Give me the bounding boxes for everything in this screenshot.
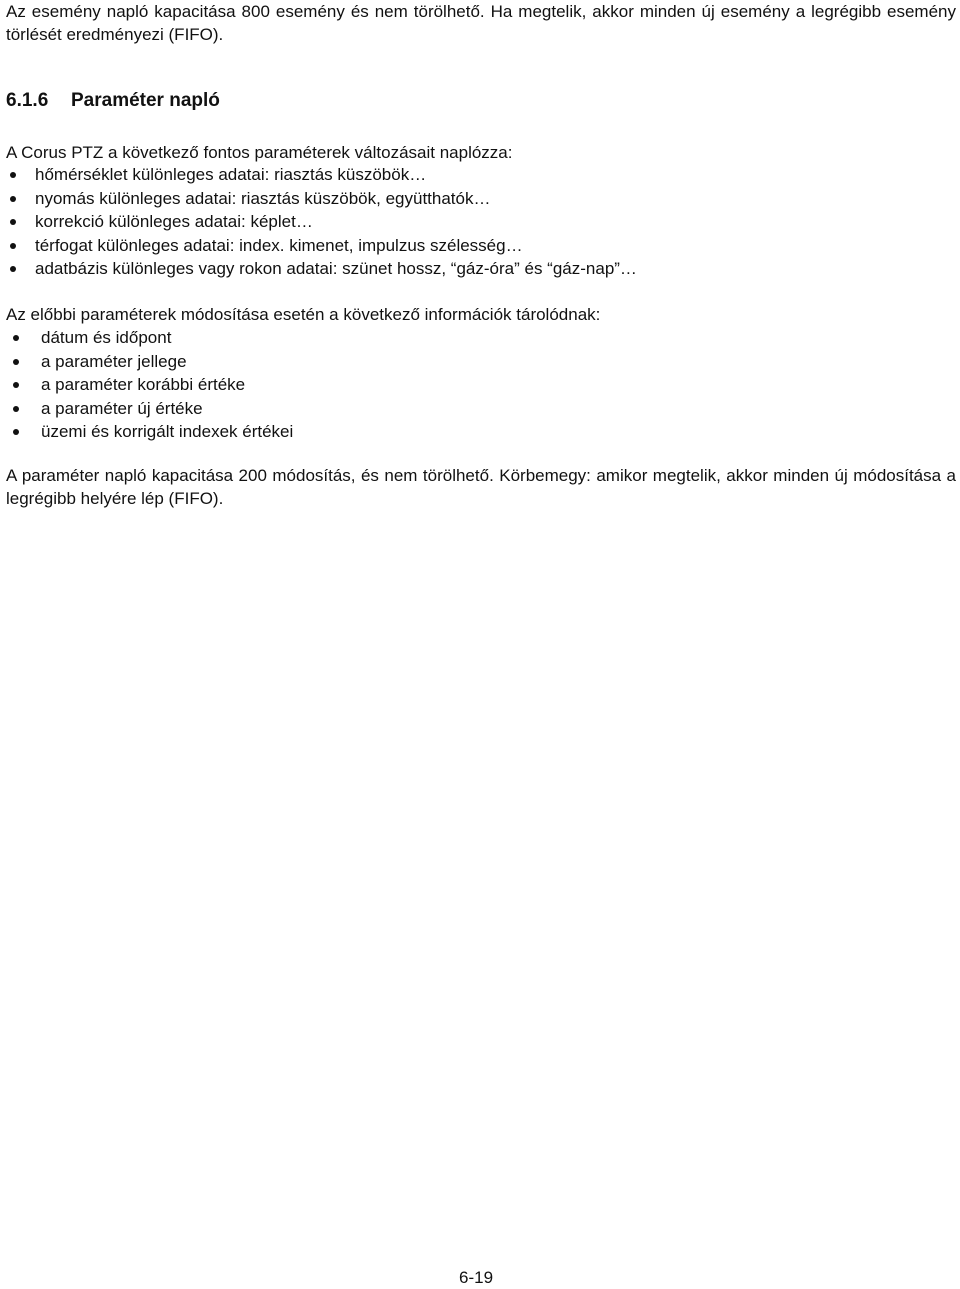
list-item-text: a paraméter korábbi értéke — [41, 375, 246, 394]
bullet-icon — [10, 172, 16, 178]
bullet-icon — [13, 429, 19, 435]
list-item-text: üzemi és korrigált indexek értékei — [41, 422, 294, 441]
list-item-text: a paraméter jellege — [41, 351, 187, 371]
params-intro-paragraph: A Corus PTZ a következő fontos paraméterek változásait naplózza: — [6, 143, 513, 162]
bullet-icon — [13, 382, 19, 388]
list-item-text: adatbázis különleges vagy rokon adatai: szünet hossz, “gáz-óra” és “gáz-nap”… — [35, 259, 637, 278]
page-number: 6-19 — [459, 1268, 494, 1287]
bullet-icon — [10, 266, 16, 272]
bullet-icon — [10, 219, 16, 225]
section-title: Paraméter napló — [71, 90, 220, 111]
list-item-text: a paraméter új értéke — [41, 398, 203, 418]
list-item-text: térfogat különleges adatai: index. kimenet, impulzus szélesség… — [35, 235, 523, 255]
section-heading — [6, 89, 956, 112]
section-number: 6.1.6 — [6, 90, 49, 111]
bullet-icon — [13, 359, 19, 365]
list-item-text: hőmérséklet különleges adatai: riasztás küszöbök… — [35, 165, 427, 184]
list-item-text: korrekció különleges adatai: képlet… — [35, 212, 313, 231]
info-intro-paragraph: Az előbbi paraméterek módosítása esetén a következő információk tárolódnak: — [6, 305, 601, 324]
list-item-text: nyomás különleges adatai: riasztás küszöbök, együtthatók… — [35, 188, 491, 208]
bullet-icon — [10, 243, 16, 249]
capacity-paragraph: A paraméter napló kapacitása 200 módosítás, és nem törölhető. Körbemegy: amikor megtelik, akkor minden új módosítása a legrégibb helyére lép (FIFO). — [6, 466, 956, 508]
bullet-icon — [13, 335, 19, 341]
bullet-icon — [10, 196, 16, 202]
intro-paragraph: Az esemény napló kapacitása 800 esemény és nem törölhető. Ha megtelik, akkor minden új esemény a legrégibb esemény törlését eredményezi (FIFO). — [6, 2, 956, 44]
list-item-text: dátum és időpont — [41, 328, 172, 347]
bullet-icon — [13, 406, 19, 412]
